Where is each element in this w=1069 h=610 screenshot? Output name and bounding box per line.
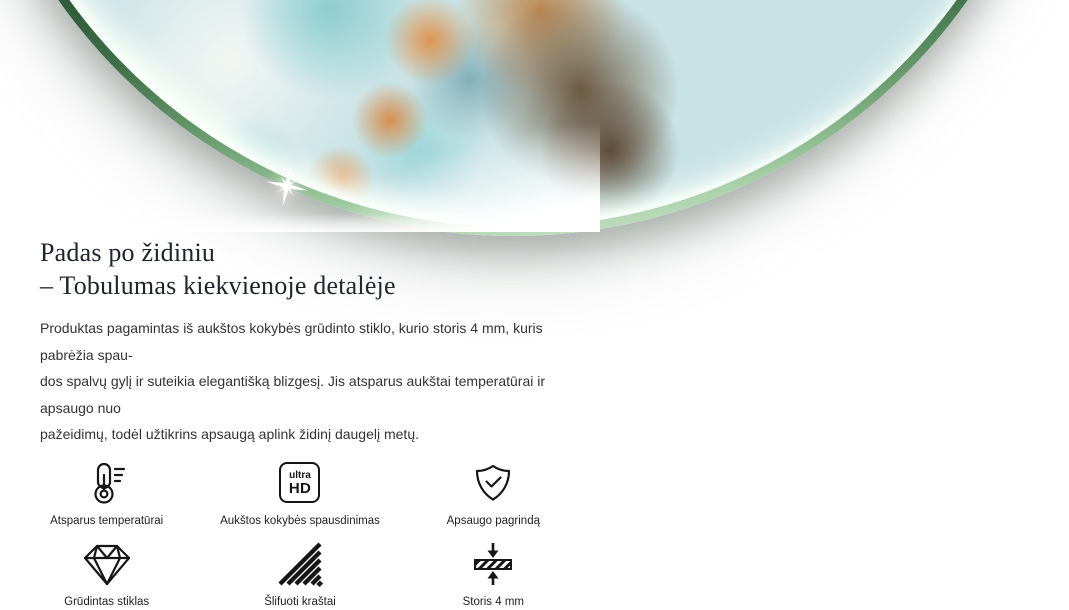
ultra-hd-text-top: ultra [289, 469, 311, 481]
shield-check-icon [471, 460, 515, 506]
marble-surface [0, 0, 1060, 227]
thickness-icon [471, 541, 515, 587]
feature-label: Aukštos kokybės spausdinimas [220, 514, 380, 527]
diamond-icon [81, 541, 133, 587]
page-title [40, 232, 570, 302]
feature-label: Storis 4 mm [462, 595, 524, 608]
title-line-1: Padas po židiniu [40, 238, 216, 267]
thermometer-icon [85, 460, 129, 506]
features-grid [10, 460, 590, 610]
feature-label: Apsaugo pagrindą [446, 514, 540, 527]
description-line: dos spalvų gylį ir suteikia elegantišką blizgesį. Jis atsparus aukštai temperatūrai ir apsaugo nuo [40, 373, 546, 416]
feature-tempered-glass [10, 541, 203, 610]
feature-label: Šlifuoti kraštai [264, 595, 336, 608]
glass-disc-edge [0, 0, 1069, 236]
feature-heat-resistant [10, 460, 203, 529]
product-description [40, 315, 570, 448]
feature-label: Grūdintas stiklas [64, 595, 150, 608]
description-line: pažeidimų, todėl užtikrins apsaugą aplink židinį daugelį metų. [40, 426, 419, 442]
feature-protects-base [397, 460, 590, 529]
polished-edges-icon [276, 541, 324, 587]
feature-print-quality [203, 460, 396, 529]
description-line: Produktas pagamintas iš aukštos kokybės grūdinto stiklo, kurio storis 4 mm, kuris pabrėžia spau- [40, 320, 543, 363]
content-section [0, 232, 600, 610]
ultra-hd-badge [279, 462, 320, 503]
feature-polished-edges [203, 541, 396, 610]
sparkle-glint-icon [264, 163, 310, 209]
ultra-hd-icon [279, 460, 320, 506]
title-line-2: – Tobulumas kiekvienoje detalėje [40, 271, 396, 300]
feature-thickness [397, 541, 590, 610]
ultra-hd-text-bottom: HD [288, 479, 312, 497]
product-image [0, 0, 600, 232]
feature-label: Atsparus temperatūrai [50, 514, 164, 527]
